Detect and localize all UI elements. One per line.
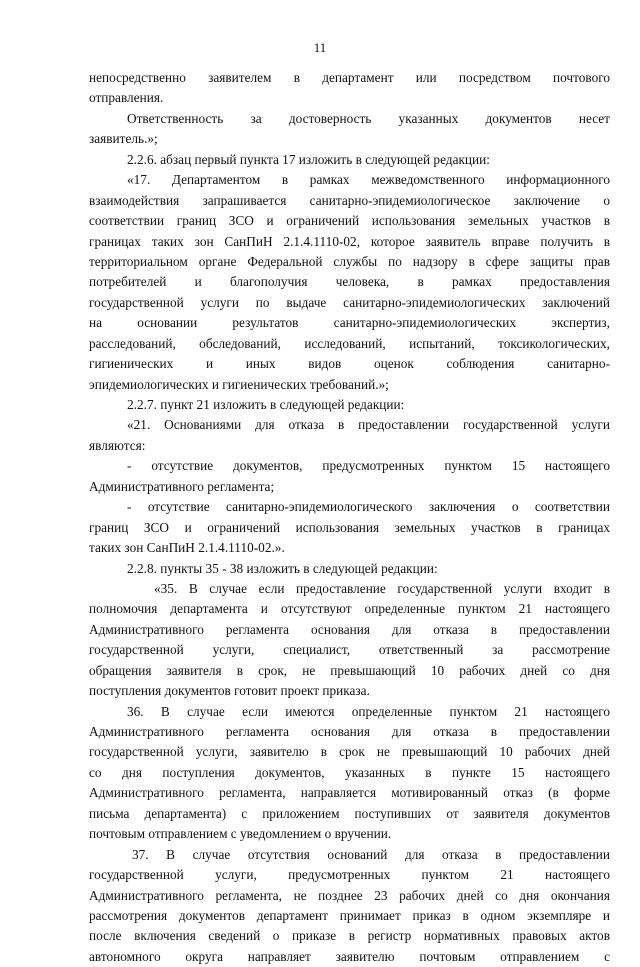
text-line: гигиенических и иных видов оценок соблюдения санитарно-	[89, 356, 610, 372]
text-line: после включения сведений о приказе в регистр нормативных правовых актов	[89, 928, 610, 944]
text-line: отправления.	[89, 90, 164, 106]
text-line: государственной услуги, специалист, ответственный за рассмотрение	[89, 642, 610, 658]
text-line: обращения заявителя в срок, не превышающий 10 рабочих дней со дня	[89, 662, 610, 678]
text-line: границах таких зон СанПиН 2.1.4.1110-02, которое заявитель вправе получить в	[89, 233, 610, 249]
text-line: Административного регламента основания для отказа в предоставлении	[89, 621, 610, 637]
text-line: письма департамента) с приложением поступивших от заявителя документов	[89, 805, 610, 821]
text-line: полномочия департамента и отсутствуют определенные пунктом 21 настоящего	[89, 601, 610, 617]
text-line: Административного регламента, не позднее 23 рабочих дней со дня окончания	[89, 887, 610, 903]
text-line: эпидемиологических и гигиенических требований.»;	[89, 376, 389, 392]
text-line: 2.2.6. абзац первый пункта 17 изложить в следующей редакции:	[127, 151, 490, 167]
text-line: Ответственность за достоверность указанных документов несет	[127, 110, 610, 126]
text-line: автономного округа направляет заявителю почтовым отправлением с	[89, 948, 610, 964]
text-line: территориальном органе Федеральной службы по надзору в сфере защиты прав	[89, 253, 610, 269]
text-line: «21. Основаниями для отказа в предоставлении государственной услуги	[127, 417, 610, 433]
text-line: Административного регламента, направляется мотивированный отказ (в форме	[89, 785, 610, 801]
text-line: расследований, обследований, исследований, испытаний, токсикологических,	[89, 335, 610, 351]
text-line: являются:	[89, 437, 146, 453]
text-line: Административного регламента основания для отказа в предоставлении	[89, 724, 610, 739]
text-line: государственной услуги, предусмотренных пунктом 21 настоящего	[89, 867, 610, 883]
text-line: «17. Департаментом в рамках межведомственного информационного	[127, 172, 610, 188]
text-line: 37. В случае отсутствия оснований для отказа в предоставлении	[132, 846, 610, 862]
text-line: государственной услуги по выдаче санитарно-эпидемиологических заключений	[89, 294, 610, 310]
text-line: со дня поступления документов, указанных в пункте 15 настоящего	[89, 764, 610, 780]
text-line: рассмотрения документов департамент принимает приказ в одном экземпляре и	[89, 907, 610, 923]
text-line: взаимодействия запрашивается санитарно-эпидемиологическое заключение о	[89, 192, 610, 208]
text-line: на основании результатов санитарно-эпидемиологических экспертиз,	[89, 315, 610, 331]
document-body	[89, 68, 610, 967]
text-line: Административного регламента;	[89, 478, 275, 494]
page-number: 11	[313, 40, 327, 55]
text-line: непосредственно заявителем в департамент или посредством почтового	[89, 70, 610, 85]
text-line: границ ЗСО и ограничений использования земельных участков в границах	[89, 519, 610, 535]
text-line: поступления документов готовит проект приказа.	[89, 683, 370, 699]
text-line: «35. В случае если предоставление государственной услуги входит в	[154, 580, 610, 596]
text-line: - отсутствие санитарно-эпидемиологического заключения о соответствии	[127, 499, 610, 515]
text-line: потребителей и благополучия человека, в рамках предоставления	[89, 274, 610, 290]
text-line: - отсутствие документов, предусмотренных пунктом 15 настоящего	[127, 458, 610, 474]
text-line: государственной услуги, заявителю в срок не превышающий 10 рабочих дней	[89, 744, 610, 760]
text-line: таких зон СанПиН 2.1.4.1110-02.».	[89, 540, 285, 556]
text-line: почтовым отправлением с уведомлением о вручении.	[89, 826, 392, 842]
text-line: 2.2.7. пункт 21 изложить в следующей редакции:	[127, 397, 405, 412]
text-line: 2.2.8. пункты 35 - 38 изложить в следующей редакции:	[127, 560, 438, 576]
text-line: соответствии границ ЗСО и ограничений использования земельных участков в	[89, 213, 610, 229]
text-line: 36. В случае если имеются определенные пунктом 21 настоящего	[127, 703, 610, 719]
text-line: заявитель.»;	[89, 131, 158, 147]
